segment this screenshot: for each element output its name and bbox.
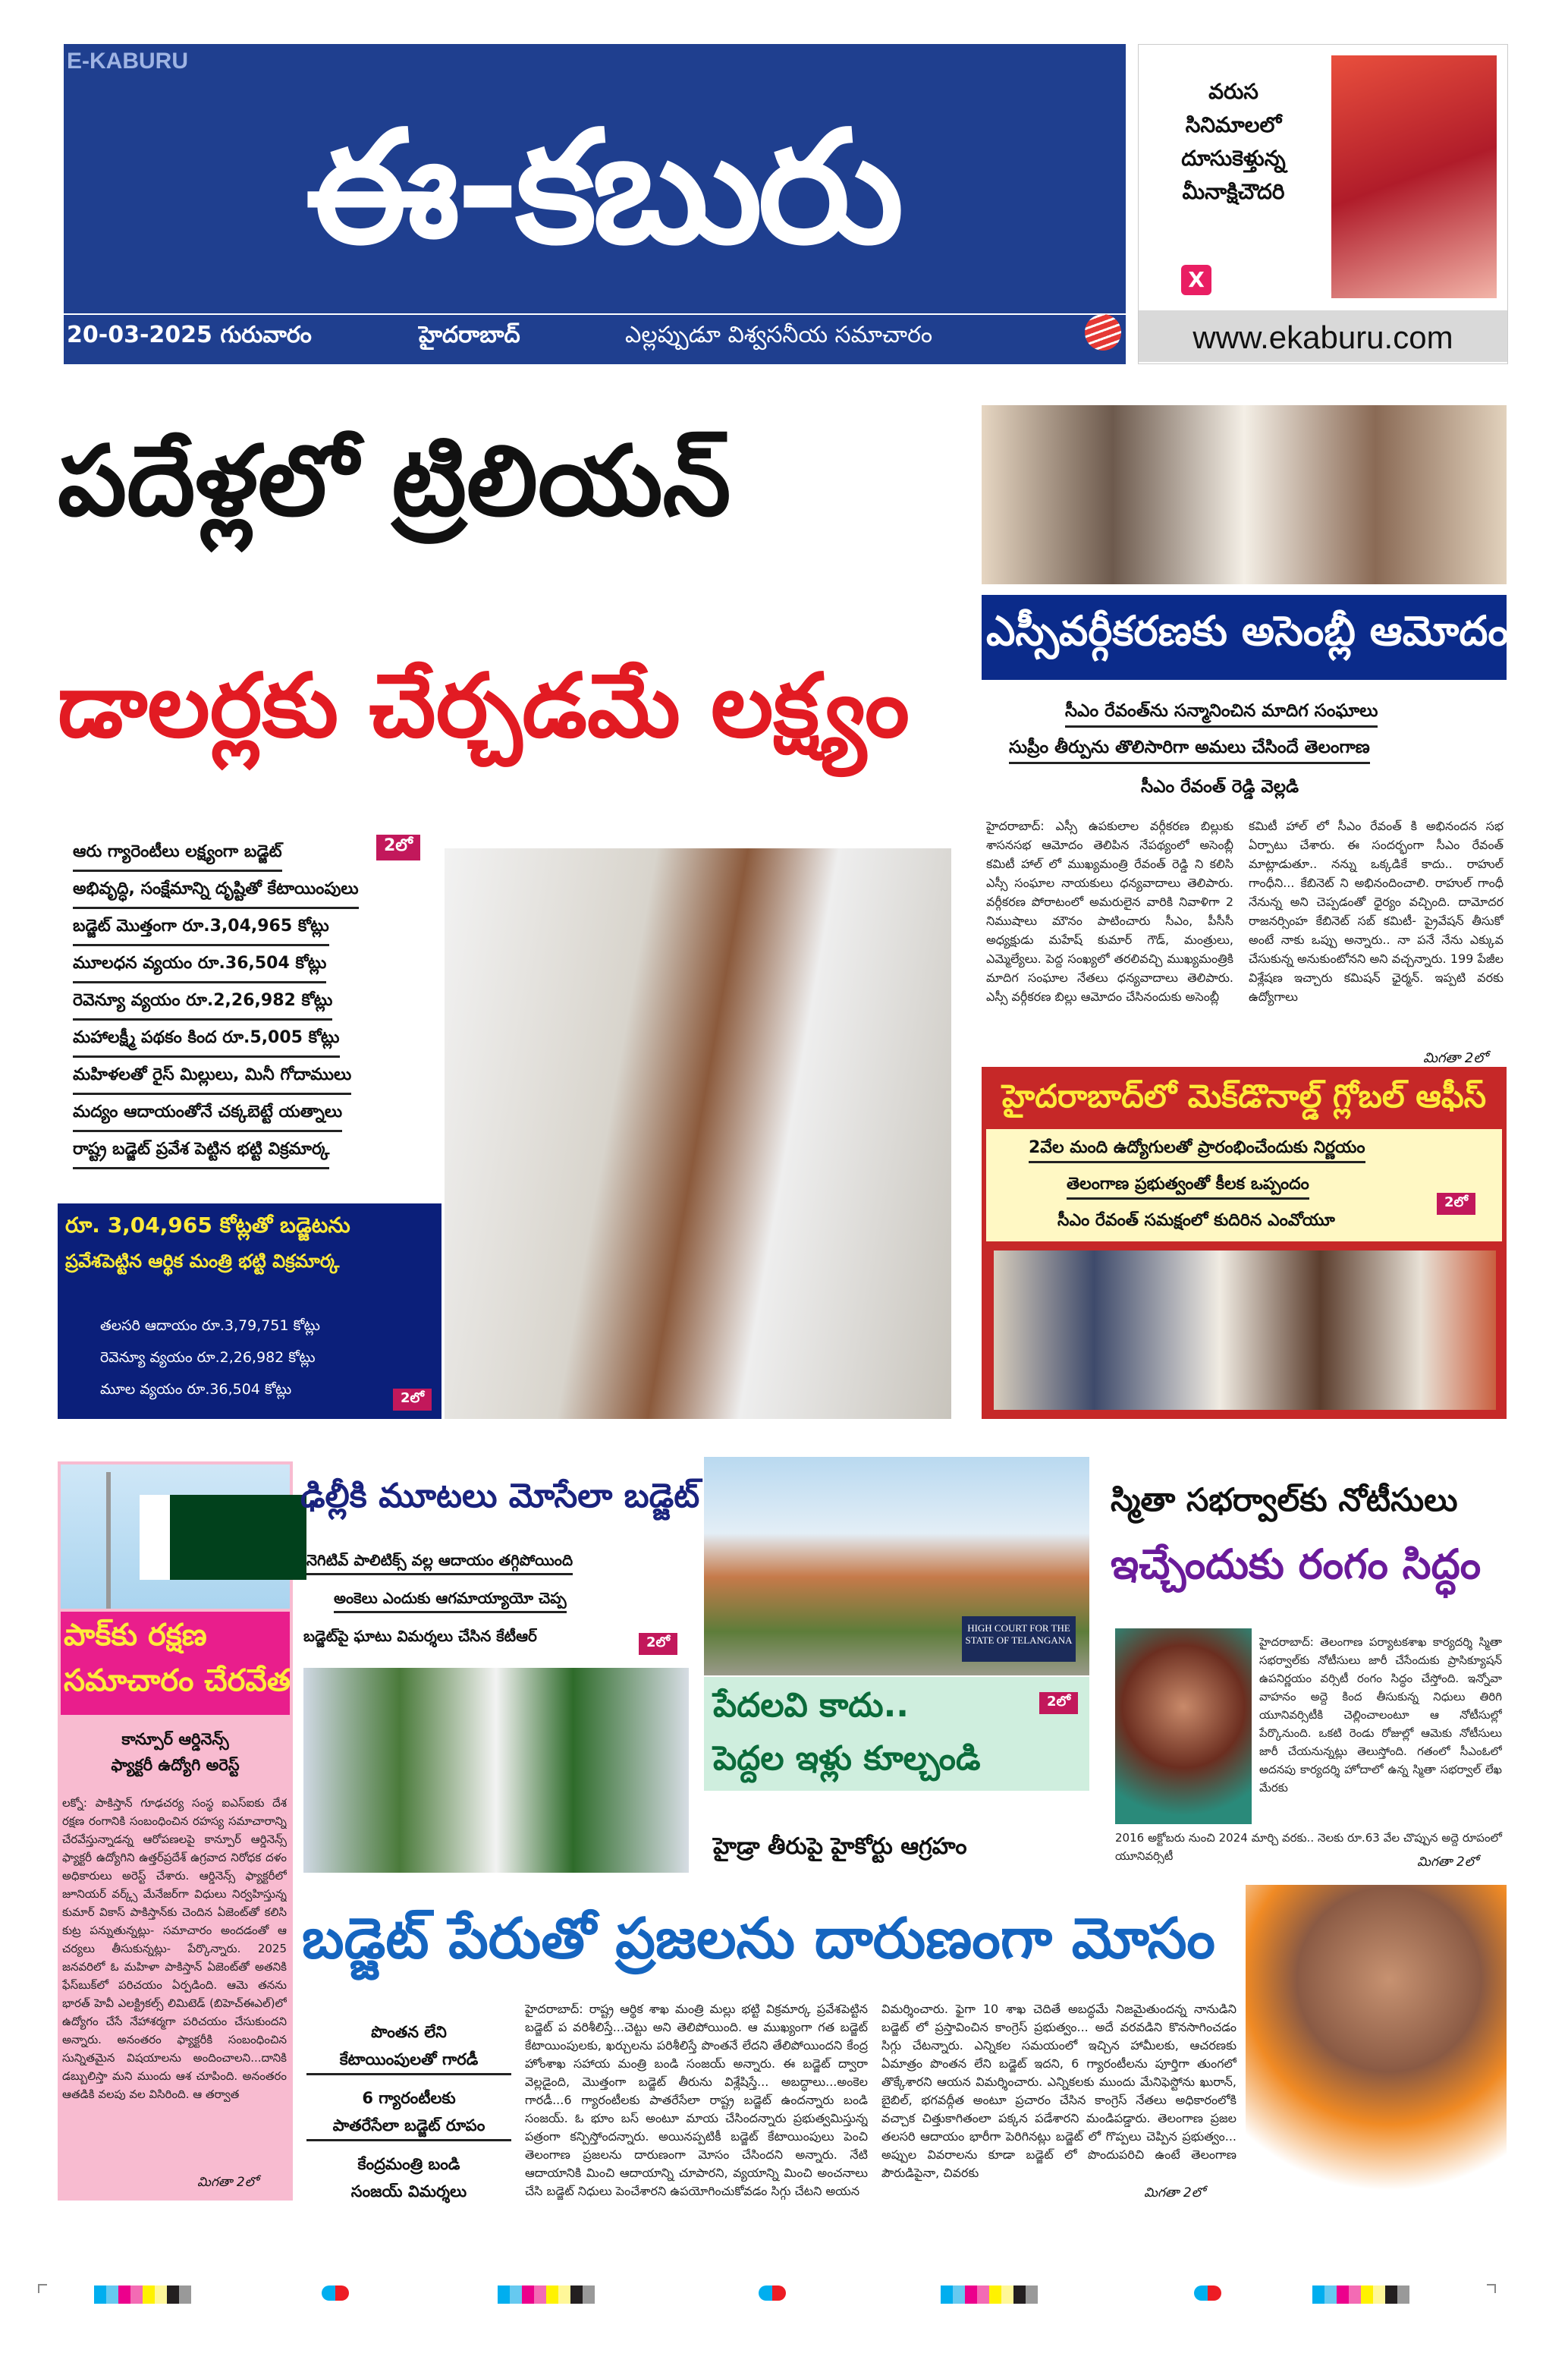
- date-line: 20-03-2025 గురువారం: [67, 322, 312, 348]
- lead-headline-2: డాలర్లకు చేర్చడమే లక్ష్యం: [58, 655, 910, 757]
- sc-sub-3: సీఎం రేవంత్ రెడ్డి వెల్లడి: [1141, 777, 1299, 797]
- hydra-sub: హైడ్రా తీరుపై హైకోర్టు ఆగ్రహం: [713, 1833, 967, 1860]
- mcd-sub-3: సీఎం రేవంత్ సమక్షంలో కుదిరిన ఎంవోయూ: [1057, 1211, 1335, 1230]
- court-sign: [962, 1616, 1076, 1662]
- delhi-photo: [303, 1668, 689, 1873]
- hydra-page-tag[interactable]: 2లో: [1039, 1692, 1078, 1714]
- bf-photo: [1246, 1885, 1507, 2201]
- pak-headline-1: పాక్‌కు రక్షణ: [64, 1618, 207, 1653]
- bullet: అభివృద్ధి, సంక్షేమాన్ని దృష్టితో కేటాయింపులు: [73, 872, 359, 909]
- lead-photo: [445, 848, 951, 1419]
- delhi-sub-3: బడ్జెట్‌పై ఘాటు విమర్శలు చేసిన కేటీఆర్: [303, 1627, 537, 1645]
- pak-body: లక్నో: పాకిస్తాన్ గూఢచర్య సంస్థ ఐఎస్ఐకు దేశ రక్షణ రంగానికి సంబంధించిన రహస్య సమాచారాన్ని చేరవేస్తున్నాడన్న ఆరోపణలపై కాన్పూర్ ఆర్డినెన్స్ ఫ్యాక్టరీ ఉద్యోగిని ఉత్తర్‌ప్రదేశ్ ఉగ్రవాద నిరోధక దళం అధికారులు అరెస్ట్ చేశారు. ఆర్డినెన్స్ ఫ్యాక్టరీలో జూనియర్ వర్క్స్ మేనేజర్‌గా విధులు నిర్వహిస్తున్న కుమార్ వికాస్ పాకిస్తాన్‌కు చెందిన ఏజెంట్‌తో కలిసి కుట్ర పన్నుతున్నట్లు- సమాచారం అందడంతో ఆ చర్యలు తీసుకున్నట్లు- పేర్కొన్నారు. 2025 జనవరిలో ఓ మహిళా పాకిస్తాన్ ఏజెంట్‌తో అతనికి ఫేస్‌బుక్‌లో పరిచయం ఏర్పడింది. ఆమె తనను భారత్ హెవీ ఎలక్ట్రికల్స్ లిమిటెడ్ (బిహెచ్ఈఎల్)లో ఉద్యోగం చేసే నేహాశర్మగా పరిచయం చేసుకుందని అన్నారు. అనంతరం ఫ్యాక్టరీకి సంబంధించిన సున్నితమైన విషయాలను అందించాలని...దానికి డబ్బులిస్తా మని ముందు ఆశ చూపింది. అనంతరం ఆతడికి వలపు వల విసిరింది. ఆ తర్వాత: [62, 1796, 287, 2101]
- court-sign-line-2: STATE OF TELANGANA: [965, 1634, 1073, 1646]
- smita-cont: మిగతా 2లో: [1417, 1855, 1478, 1870]
- pak-headline-2: సమాచారం చేరవేత: [64, 1663, 291, 1698]
- lead-bullets: [73, 835, 445, 1169]
- reg-mark: [759, 2285, 786, 2301]
- hydra-photo: [704, 1457, 1089, 1675]
- bf-side: [306, 2018, 511, 2205]
- ad-text-2: సినిమాలలో: [1185, 112, 1282, 137]
- mcd-page-tag[interactable]: 2లో: [1437, 1193, 1475, 1215]
- hydra-headline-2: పెద్దల ఇళ్లు కూల్చండి: [713, 1739, 981, 1778]
- flag-pole: [106, 1472, 111, 1609]
- bullet: మూలధన వ్యయం రూ.36,504 కోట్లు: [73, 946, 326, 983]
- smita-body: హైదరాబాద్: తెలంగాణ పర్యాటకశాఖ కార్యదర్శి స్మితా సభర్వాల్‌కు నోటీసులు జారీ చేసేందుకు ప్రాసిక్యూషన్ ఉపనిర్ణయం వర్సిటీ రంగం సిద్ధం చేస్తోంది. ఇన్నోవా వాహనం అద్దె కింద తీసుకున్న నిధులు తిరిగి యూనివర్సిటీకి చెల్లించాలంటూ ఆ నోటీసుల్లో పేర్కొనుంది. ఒకటి రెండు రోజుల్లో ఆమెకు నోటీసులు జారీ చేయనున్నట్లు తెలుస్తోంది. గతంలో సీఎంఓలో అదనపు కార్యదర్శి హోదాలో ఉన్న స్మితా సభర్వాల్ లేఖ మేరకు: [1259, 1635, 1502, 1795]
- mcd-photo: [994, 1250, 1496, 1410]
- brand-small: E-KABURU: [67, 49, 188, 74]
- sc-photo: [982, 405, 1507, 584]
- ad-text-4: మీనాక్షిచౌదరి: [1182, 179, 1285, 204]
- bullet: రెవెన్యూ వ్యయం రూ.2,26,982 కోట్లు: [73, 983, 332, 1021]
- ad-tag: X: [1181, 265, 1211, 295]
- mcd-sub-1: 2వేల మంది ఉద్యోగులతో ప్రారంభించేందుకు నిర్ణయం: [1029, 1138, 1365, 1163]
- bf-headline: బడ్జెట్ పేరుతో ప్రజలను దారుణంగా మోసం: [302, 1906, 1215, 1971]
- color-bar: [94, 2285, 191, 2304]
- masthead-ad[interactable]: [1138, 44, 1508, 364]
- reg-mark: [322, 2285, 349, 2301]
- bf-side-2: కేటాయింపులతో గారడీ: [306, 2046, 511, 2075]
- mcd-headline: హైదరాబాద్‌లో మెక్‌డొనాల్డ్ గ్లోబల్ ఆఫీస్: [1001, 1077, 1487, 1115]
- ad-photo: [1331, 55, 1497, 298]
- color-bar: [1312, 2285, 1409, 2304]
- crop-mark: [1487, 2284, 1496, 2293]
- bullet: బడ్జెట్ మొత్తంగా రూ.3,04,965 కోట్లు: [73, 909, 329, 946]
- city: హైదరాబాద్: [419, 322, 520, 348]
- lead-box-headline-2: ప్రవేశపెట్టిన ఆర్థిక మంత్రి భట్టి విక్రమార్క: [65, 1250, 340, 1272]
- delhi-sub-2: అంకెలు ఎందుకు ఆగమాయ్యాయో చెప్ప: [334, 1589, 567, 1613]
- website[interactable]: www.ekaburu.com: [1192, 319, 1453, 355]
- tagline: ఎల్లప్పుడూ విశ్వసనీయ సమాచారం: [625, 322, 933, 348]
- mcd-box: [982, 1067, 1507, 1419]
- lead-box-headline-1: రూ. 3,04,965 కోట్లతో బడ్జెటను: [65, 1213, 350, 1238]
- globe-icon: [1085, 314, 1121, 351]
- hydra-headline-1: పేదలవి కాదు..: [713, 1686, 910, 1725]
- logo: ఈ-కబురు: [305, 98, 900, 278]
- bf-col-2: విమర్శించారు. ఫైగా 10 శాఖ చెదితే అబద్ధమే నిజమైతుందన్న నానుడిని బడ్జెట్ లో ప్రస్తావించిన కాంగ్రెస్ ప్రభుత్వం... అదే వరవడిని కొనసాగించడం సిగ్గు చేటన్నారు. ఎన్నికల సమయంలో ఇచ్చిన హామీలకు, ఆచరణకు ఏమాత్రం పొంతన లేని బడ్జెట్ ఇదని, 6 గ్యారంటీలను పూర్తిగా తుంగలో తొక్కేశారని ఆయన విమర్శించారు. ఎన్నికలకు ముందు మేనిఫెస్టోను ఖురాన్, బైబిల్, భగవద్గీత అంటూ ప్రచారం చేసిన కాంగ్రెస్ నేతలు అధికారంలోకి వచ్చాక చిత్తుకాగితంలా పక్కన పడేశారని మండిపడ్డారు. తెలంగాణ ప్రజల తలసరి ఆదాయం భారీగా పెరిగినట్లు బడ్జెట్ లో గొప్పలు చెప్పిన ప్రభుత్వం... అప్పుల వివరాలను కూడా బడ్జెట్ లో పొందుపరిచి ఉంటే తెలంగాణ పౌరుడిపైనా, చివరకు: [881, 2002, 1236, 2180]
- bf-side-4: పాతరేసేలా బడ్జెట్ రూపం: [306, 2112, 511, 2141]
- lead-box: [58, 1203, 441, 1419]
- bf-side-5: కేంద్రమంత్రి బండి: [357, 2155, 460, 2173]
- bf-col-1: హైదరాబాద్: రాష్ట్ర ఆర్థిక శాఖ మంత్రి మల్లు భట్టి విక్రమార్క ప్రవేశపెట్టిన బడ్జెట్ ప వరిశీలిస్తే...చెట్టు అని తెలిపోయింది. ఆ ముఖ్యంగా గత బడ్జెట్ కేటాయింపులకు, ఖర్చులను పరిశీలిస్తే పొంతనే లేదని తేలిపోయిందని కేంద్ర హోంశాఖ సహాయ మంత్రి బండి సంజయ్ అన్నారు. ఈ బడ్జెట్ ద్వారా వెల్లడైంది, మొత్తంగా బడ్జెట్ తీరును విశ్లేషిస్తే... అబద్ధాలు...అంకెల గారడీ...6 గ్యారంటీలకు పాతరేసేలా రాష్ట్ర బడ్జెట్ ఉందన్నారు బండి సంజయ్. ఓ భూం బస్ అంటూ మాయ చేసిందన్నారు ప్రభుత్వమిస్తున్న పత్రంగా కన్పిస్తోందన్నారు. అయినప్పటికీ బడ్జెట్ కేటాయింపులు పెంచి తెలంగాణ ప్రజలను దారుణంగా మోసం చేసిందని అన్నారు. నేటి ఆదాయానికి మించి ఆదాయాన్ని చూపారని, వ్యయాన్ని మించి అంచనాలు చేసి బడ్జెట్ నిధులు పెంచేశారని ఉపయోగించుకోవడం సిగ్గు చేటని అయన: [525, 2002, 868, 2198]
- sc-cont: మిగతా 2లో: [1423, 1050, 1488, 1066]
- smita-photo: [1115, 1628, 1252, 1824]
- delhi-sub-1: నెగిటివ్ పాలిటిక్స్ వల్ల ఆదాయం తగ్గిపోయింది: [306, 1551, 573, 1575]
- lead-box-page-tag[interactable]: 2లో: [393, 1389, 432, 1411]
- ad-text-1: వరుస: [1208, 79, 1258, 104]
- sc-col-2: కమిటీ హాల్ లో సీఎం రేవంత్ కి అభినందన సభ ఏర్పాటు చేశారు. ఈ సందర్భంగా సీఎం రేవంత్ మాట్లాడుతూ.. నన్ను ఒక్కడికే కాదు.. రాహుల్ గాంధీని... కేబినెట్ ని అభినందించాలి. రాహుల్ గాంధీ నేనున్న అని చెప్పడంతో ధైర్యం వచ్చింది. దామోదర రాజనర్సింహ కేబినెట్ సబ్ కమిటీ- ప్రైవేషన్ తీసుకో అంటే నాకు ఒప్పు అన్నారు.. నా పనే నేను ఎక్కువ చేసుకున్న అనుకుంటోనని అని వచ్చన్నారు. 199 పేజీల విశ్లేషణ ఇచ్చారు కమిషన్ ఛైర్మన్. ఇప్పటి వరకు ఉద్యోగాలు: [1249, 819, 1504, 1004]
- pak-photo: [61, 1464, 290, 1609]
- bullet: ఆరు గ్యారెంటీలు లక్ష్యంగా బడ్జెట్: [73, 835, 282, 872]
- crop-mark: [38, 2284, 47, 2293]
- pak-sub-1: కాన్పూర్ ఆర్డినెన్స్: [121, 1730, 229, 1748]
- lead-box-line: రెవెన్యూ వ్యయం రూ.2,26,982 కోట్లు: [100, 1349, 316, 1366]
- bullet: మద్యం ఆదాయంతోనే చక్కబెట్టే యత్నాలు: [73, 1095, 342, 1132]
- lead-page-tag[interactable]: 2లో: [376, 835, 420, 860]
- delhi-page-tag[interactable]: 2లో: [639, 1633, 677, 1655]
- mcd-sub-2: తెలంగాణ ప్రభుత్వంతో కీలక ఒప్పందం: [1067, 1175, 1309, 1200]
- bf-side-1: పొంతన లేని: [371, 2023, 447, 2041]
- lead-headline-1: పదేళ్లలో ట్రిలియన్: [58, 425, 731, 538]
- bullet: మహిళలతో రైస్ మిల్లులు, మినీ గోదాములు: [73, 1058, 351, 1095]
- ad-text-3: దూసుకెళ్తున్న: [1181, 146, 1286, 171]
- smita-headline-1: స్మితా సభర్వాల్‌కు నోటీసులు: [1111, 1481, 1458, 1518]
- bullet: మహాలక్ష్మీ పథకం కింద రూ.5,005 కోట్లు: [73, 1021, 340, 1058]
- color-bar: [941, 2285, 1038, 2304]
- bf-side-6: సంజయ్ విమర్శలు: [350, 2182, 467, 2201]
- sc-col-1: హైదరాబాద్: ఎస్సీ ఉపకులాల వర్గీకరణ బిల్లుకు శాసనసభ ఆమోదం తెలిపిన నేపథ్యంలో అసెంబ్లీ కమిటీ హాల్ లో ముఖ్యమంత్రి రేవంత్ రెడ్డి ని కలిసి ఎస్సీ సంఘాల నాయకులు ధన్యవాదాలు తెలిపారు. వర్గీకరణ పోరాటంలో అమరులైన వారికి నివాళిగా 2 నిముషాలు మౌనం పాటించారు సీఎం, పీసీసీ అధ్యక్షుడు మహేష్ కుమార్ గౌడ్, మంత్రులు, ఎమ్మెల్యేలు. పెద్ద సంఖ్యలో తరలివచ్చి ముఖ్యమంత్రికి మాదిగ సంఘాల నేతలు ధన్యవాదాలు తెలిపారు. ఎస్సీ వర్గీకరణ బిల్లు ఆమోదం చేసినందుకు అసెంబ్లీ: [986, 819, 1233, 1004]
- smita-headline-2: ఇచ్చేందుకు రంగం సిద్ధం: [1111, 1540, 1482, 1588]
- reg-mark: [1194, 2285, 1221, 2301]
- bf-cont: మిగతా 2లో: [1144, 2185, 1205, 2201]
- sc-sub-2: సుప్రీం తీర్పును తొలిసారిగా అమలు చేసిందే తెలంగాణ: [1009, 738, 1370, 764]
- sc-sub-1: సీఎం రేవంత్‌ను సన్మానించిన మాదిగ సంఘాలు: [1065, 701, 1378, 728]
- lead-box-line: తలసరి ఆదాయం రూ.3,79,751 కోట్లు: [100, 1317, 320, 1334]
- court-sign-line-1: HIGH COURT FOR THE: [967, 1622, 1070, 1634]
- pak-cont: మిగతా 2లో: [197, 2175, 259, 2190]
- smita-tail: 2016 అక్టోబరు నుంచి 2024 మార్చి వరకు.. నెలకు రూ.63 వేల చొప్పున అద్దె రూపంలో యూనివర్సిటీ: [1115, 1831, 1502, 1863]
- bf-side-3: 6 గ్యారంటీలకు: [362, 2089, 456, 2107]
- bullet: రాష్ట్ర బడ్జెట్ ప్రవేశ పెట్టిన భట్టి విక్రమార్క: [73, 1132, 329, 1169]
- sc-headline: ఎస్సీవర్గీకరణకు అసెంబ్లీ ఆమోదం: [986, 607, 1509, 655]
- pak-sub-2: ఫ్యాక్టరీ ఉద్యోగి అరెస్ట్: [111, 1756, 240, 1774]
- color-bar: [498, 2285, 595, 2304]
- lead-box-line: మూల వ్యయం రూ.36,504 కోట్లు: [100, 1381, 292, 1398]
- delhi-headline: ఢిల్లీకి మూటలు మోసేలా బడ్జెట్: [300, 1477, 700, 1515]
- masthead: [64, 44, 1126, 363]
- flag-icon: [140, 1495, 306, 1580]
